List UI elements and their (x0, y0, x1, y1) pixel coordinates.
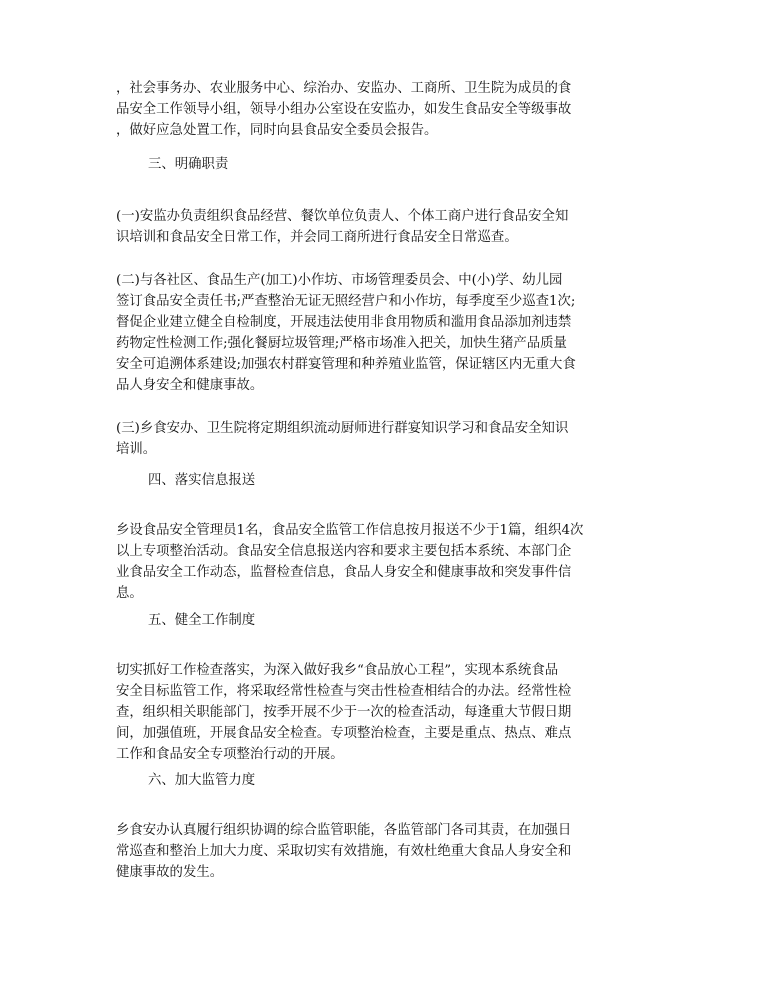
text-line: 品安全工作领导小组，领导小组办公室设在安监办，如发生食品安全等级事故 (116, 102, 572, 117)
paragraph-committee-members (116, 78, 652, 141)
text-line: 健康事故的发生。 (116, 865, 224, 880)
paragraph-item-2 (116, 270, 652, 396)
section-heading-4: 四、落实信息报送 (148, 473, 256, 488)
text-line: 乡食安办认真履行组织协调的综合监管职能，各监管部门各司其责，在加强日 (116, 823, 572, 838)
paragraph-info-report (116, 520, 652, 604)
paragraph-item-1 (116, 206, 652, 248)
text-line: ，社会事务办、农业服务中心、综治办、安监办、工商所、卫生院为成员的食 (116, 81, 572, 96)
text-line: 识培训和食品安全日常工作，并会同工商所进行食品安全日常巡查。 (116, 230, 518, 245)
text-line: 督促企业建立健全自检制度，开展违法使用非食用物质和滥用食品添加剂违禁 (116, 315, 572, 330)
text-line: 培训。 (116, 442, 157, 457)
text-line: 息。 (116, 586, 143, 601)
paragraph-item-3 (116, 418, 652, 460)
section-heading-5: 五、健全工作制度 (148, 613, 256, 628)
text-line: (二)与各社区、食品生产(加工)小作坊、市场管理委员会、中(小)学、幼儿园 (116, 273, 563, 288)
text-line: 药物定性检测工作;强化餐厨垃圾管理;严格市场准入把关，加快生猪产品质量 (116, 336, 567, 351)
paragraph-supervision (116, 820, 652, 883)
text-line: 查，组织相关职能部门，按季开展不少于一次的检查活动，每逢重大节假日期 (116, 705, 572, 720)
text-line: 常巡查和整治上加大力度、采取切实有效措施，有效杜绝重大食品人身安全和 (116, 844, 572, 859)
text-line: 工作和食品安全专项整治行动的开展。 (116, 747, 344, 762)
text-line: 品人身安全和健康事故。 (116, 378, 264, 393)
text-line: 切实抓好工作检查落实，为深入做好我乡“食品放心工程”，实现本系统食品 (116, 663, 559, 678)
section-heading-6: 六、加大监管力度 (148, 773, 256, 788)
section-heading-3: 三、明确职责 (148, 157, 229, 172)
text-line: 安全可追溯体系建设;加强农村群宴管理和种养殖业监管，保证辖区内无重大食 (116, 357, 576, 372)
text-line: 安全目标监管工作，将采取经常性检查与突击性检查相结合的办法。经常性检 (116, 684, 572, 699)
text-line: (三)乡食安办、卫生院将定期组织流动厨师进行群宴知识学习和食品安全知识 (116, 421, 569, 436)
text-line: 以上专项整治活动。食品安全信息报送内容和要求主要包括本系统、本部门企 (116, 544, 572, 559)
text-line: ，做好应急处置工作，同时向县食品安全委员会报告。 (116, 123, 438, 138)
text-line: (一)安监办负责组织食品经营、餐饮单位负责人、个体工商户进行食品安全知 (116, 209, 569, 224)
text-line: 乡设食品安全管理员1名，食品安全监管工作信息按月报送不少于1篇，组织4次 (116, 523, 584, 538)
text-line: 间，加强值班，开展食品安全检查。专项整治检查，主要是重点、热点、难点 (116, 726, 572, 741)
text-line: 签订食品安全责任书;严查整治无证无照经营户和小作坊，每季度至少巡查1次; (116, 294, 576, 309)
paragraph-work-system (116, 660, 652, 765)
text-line: 业食品安全工作动态，监督检查信息，食品人身安全和健康事故和突发事件信 (116, 565, 572, 580)
